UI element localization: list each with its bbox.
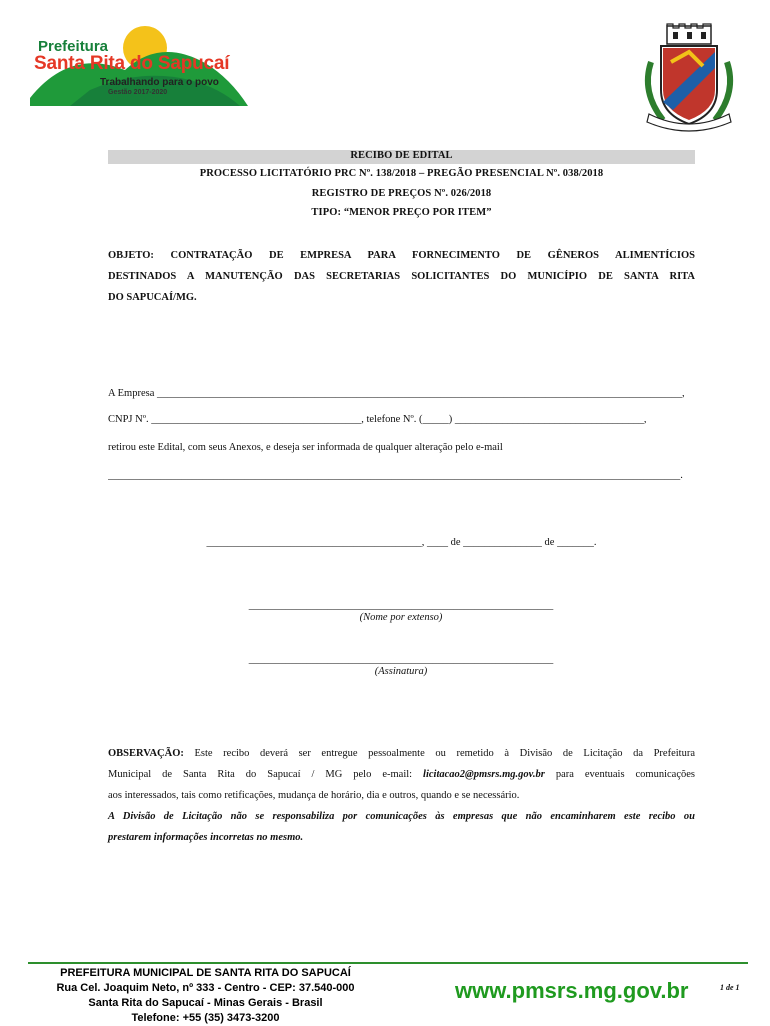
assinatura-signature-line[interactable]: __________________________________________________________ xyxy=(248,654,554,665)
observacao-text-2b: para eventuais comunicações xyxy=(544,769,695,780)
logo-city-name: Santa Rita do Sapucaí xyxy=(34,53,230,74)
observacao-label: OBSERVAÇÃO: xyxy=(108,748,184,759)
observacao-line-1 xyxy=(108,743,695,764)
processo-line: PROCESSO LICITATÓRIO PRC Nº. 138/2018 – PREGÃO PRESENCIAL Nº. 038/2018 xyxy=(199,168,604,179)
footer-line-2: Rua Cel. Joaquim Neto, nº 333 - Centro - CEP: 37.540-000 xyxy=(56,982,355,994)
footer-divider xyxy=(28,962,748,964)
tipo-line: TIPO: “MENOR PREÇO POR ITEM” xyxy=(311,207,492,218)
objeto-line-3: DO SAPUCAÍ/MG. xyxy=(108,292,197,303)
coat-of-arms-icon xyxy=(633,22,745,134)
footer-line-3: Santa Rita do Sapucaí - Minas Gerais - Brasil xyxy=(88,997,323,1009)
footer-line-4: Telefone: +55 (35) 3473-3200 xyxy=(131,1012,280,1024)
footer-website-link[interactable]: www.pmsrs.mg.gov.br xyxy=(455,978,689,1003)
observacao-line-3: aos interessados, tais como retificações, mudança de horário, dia e outros, quando e se necessário. xyxy=(108,790,520,801)
observacao-email-link[interactable]: licitacao2@pmsrs.mg.gov.br xyxy=(423,769,545,780)
footer-line-1: PREFEITURA MUNICIPAL DE SANTA RITA DO SAPUCAÍ xyxy=(60,967,351,979)
observacao-note-1: A Divisão de Licitação não se responsabiliza por comunicações às empresas que não encaminharem este recibo ou xyxy=(108,811,695,822)
objeto-paragraph xyxy=(108,245,695,308)
footer-address xyxy=(28,966,383,1026)
cnpj-telefone-field[interactable]: CNPJ Nº. ________________________________________, telefone Nº. (_____) ____________________________________, xyxy=(108,414,647,425)
observacao-line-2 xyxy=(108,764,695,785)
email-field[interactable]: _____________________________________________________________________________________________________________. xyxy=(108,470,683,481)
nome-signature-line[interactable]: __________________________________________________________ xyxy=(248,600,554,611)
observacao-paragraph xyxy=(108,743,695,848)
prefeitura-logo xyxy=(30,18,250,108)
registro-line: REGISTRO DE PREÇOS Nº. 026/2018 xyxy=(311,188,492,199)
date-place-field[interactable]: _________________________________________, ____ de _______________ de _______. xyxy=(206,537,597,548)
objeto-line-2: DESTINADOS A MANUTENÇÃO DAS SECRETARIAS SOLICITANTES DO MUNICÍPIO DE SANTA RITA xyxy=(108,271,695,282)
empresa-field[interactable]: A Empresa ____________________________________________________________________________________________________, xyxy=(108,388,685,399)
document-title: RECIBO DE EDITAL xyxy=(350,150,453,161)
observacao-text-2a: Municipal de Santa Rita do Sapucaí / MG pelo e-mail: xyxy=(108,769,424,780)
observacao-note-2: prestarem informações incorretas no mesmo. xyxy=(108,832,304,843)
retirou-text: retirou este Edital, com seus Anexos, e deseja ser informada de qualquer alteração pelo e-mail xyxy=(108,442,503,453)
nome-caption: (Nome por extenso) xyxy=(359,612,443,623)
objeto-line-1: OBJETO: CONTRATAÇÃO DE EMPRESA PARA FORNECIMENTO DE GÊNEROS ALIMENTÍCIOS xyxy=(108,250,695,261)
logo-slogan: Trabalhando para o povo xyxy=(100,77,219,88)
assinatura-caption: (Assinatura) xyxy=(374,666,428,677)
page-number: 1 de 1 xyxy=(720,983,740,992)
observacao-text-1: Este recibo deverá ser entregue pessoalmente ou remetido à Divisão de Licitação da Prefeitura xyxy=(183,748,695,759)
logo-gestao: Gestão 2017-2020 xyxy=(108,89,168,96)
logo-prefeitura-text: Prefeitura xyxy=(38,38,109,55)
